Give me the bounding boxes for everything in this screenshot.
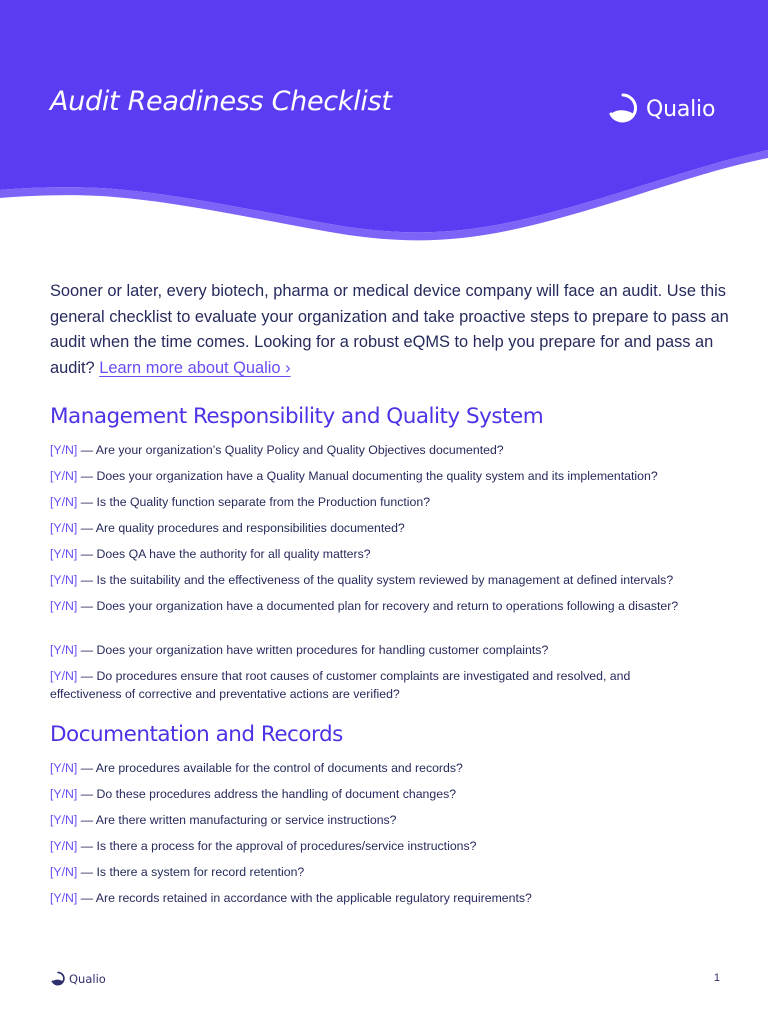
yn-tag[interactable]: [Y/N] bbox=[50, 573, 78, 587]
yn-tag[interactable]: [Y/N] bbox=[50, 521, 78, 535]
yn-tag[interactable]: [Y/N] bbox=[50, 761, 78, 775]
question-text: — Are your organization’s Quality Policy and Quality Objectives documented? bbox=[77, 443, 504, 457]
checklist-item bbox=[50, 467, 740, 485]
checklist-item bbox=[50, 889, 740, 907]
checklist-item bbox=[50, 811, 740, 829]
checklist-item bbox=[50, 641, 740, 659]
yn-tag[interactable]: [Y/N] bbox=[50, 547, 78, 561]
footer-brand bbox=[50, 971, 106, 987]
question-text: — Does your organization have a documented plan for recovery and return to operations following a disaster? bbox=[77, 599, 679, 613]
question-text: — Is the suitability and the effectiveness of the quality system reviewed by management at defined intervals? bbox=[77, 573, 674, 587]
brand-logo bbox=[606, 92, 715, 126]
yn-tag[interactable]: [Y/N] bbox=[50, 891, 78, 905]
question-text: — Do these procedures address the handling of document changes? bbox=[77, 787, 457, 801]
qualio-logo-icon bbox=[606, 92, 640, 126]
yn-tag[interactable]: [Y/N] bbox=[50, 599, 78, 613]
yn-tag[interactable]: [Y/N] bbox=[50, 643, 78, 657]
yn-tag[interactable]: [Y/N] bbox=[50, 813, 78, 827]
checklist-item bbox=[50, 759, 740, 777]
qualio-logo-icon bbox=[50, 971, 66, 987]
question-text: — Does QA have the authority for all quality matters? bbox=[77, 547, 371, 561]
footer-brand-name: Qualio bbox=[69, 972, 106, 986]
yn-tag[interactable]: [Y/N] bbox=[50, 443, 78, 457]
intro-paragraph bbox=[50, 279, 730, 382]
checklist-item bbox=[50, 519, 740, 537]
question-text: — Are there written manufacturing or service instructions? bbox=[77, 813, 397, 827]
brand-name: Qualio bbox=[646, 96, 716, 122]
document-title: Audit Readiness Checklist bbox=[50, 86, 392, 117]
checklist-item bbox=[50, 785, 740, 803]
question-text: — Are quality procedures and responsibilities documented? bbox=[77, 521, 405, 535]
learn-more-link[interactable]: Learn more about Qualio › bbox=[99, 359, 291, 378]
yn-tag[interactable]: [Y/N] bbox=[50, 669, 78, 683]
checklist-item bbox=[50, 441, 740, 459]
checklist-item bbox=[50, 863, 740, 881]
question-text: — Is the Quality function separate from the Production function? bbox=[77, 495, 431, 509]
intro-text: Sooner or later, every biotech, pharma or medical device company will face an audit. Use this general checklist to evaluate your organization and take proactive steps to prepare to pass an audit when the time comes. Looking for a robust eQMS to help you prepare for and pass an audit? bbox=[50, 282, 729, 378]
question-text: — Is there a process for the approval of procedures/service instructions? bbox=[77, 839, 477, 853]
section-heading-documentation: Documentation and Records bbox=[50, 722, 343, 747]
checklist-item bbox=[50, 493, 740, 511]
yn-tag[interactable]: [Y/N] bbox=[50, 865, 78, 879]
question-text: — Does your organization have a Quality Manual documenting the quality system and its implementation? bbox=[77, 469, 658, 483]
checklist-item bbox=[50, 667, 690, 703]
question-text: — Are procedures available for the control of documents and records? bbox=[77, 761, 463, 775]
question-text: — Do procedures ensure that root causes of customer complaints are investigated and resolved, and effectiveness of corrective and preventative actions are verified? bbox=[50, 669, 631, 701]
checklist-item bbox=[50, 571, 740, 589]
section-heading-management: Management Responsibility and Quality System bbox=[50, 404, 544, 429]
yn-tag[interactable]: [Y/N] bbox=[50, 469, 78, 483]
header-banner bbox=[0, 0, 768, 245]
checklist-item bbox=[50, 837, 740, 855]
question-text: — Is there a system for record retention? bbox=[77, 865, 305, 879]
checklist-item bbox=[50, 545, 740, 563]
question-text: — Does your organization have written procedures for handling customer complaints? bbox=[77, 643, 549, 657]
yn-tag[interactable]: [Y/N] bbox=[50, 787, 78, 801]
yn-tag[interactable]: [Y/N] bbox=[50, 839, 78, 853]
yn-tag[interactable]: [Y/N] bbox=[50, 495, 78, 509]
page-number: 1 bbox=[713, 972, 720, 984]
question-text: — Are records retained in accordance with the applicable regulatory requirements? bbox=[77, 891, 532, 905]
checklist-item bbox=[50, 597, 690, 615]
